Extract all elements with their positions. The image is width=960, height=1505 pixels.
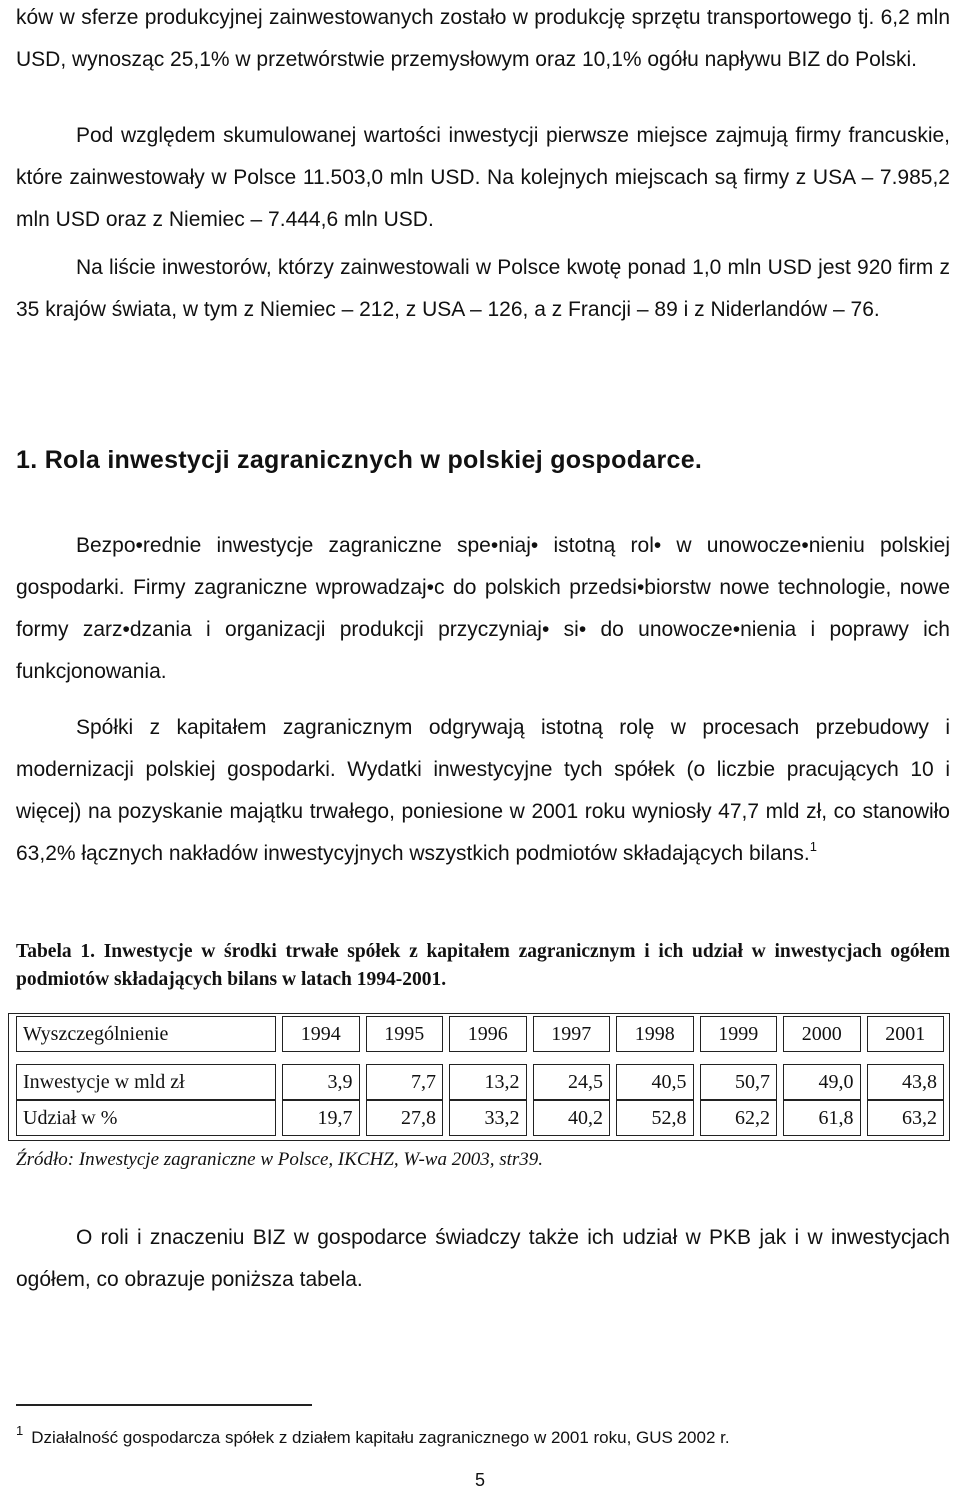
- table-header-cell: 1997: [533, 1016, 611, 1052]
- table-cell: 7,7: [366, 1064, 444, 1100]
- table-cell: 52,8: [616, 1100, 694, 1136]
- paragraph-text: O roli i znaczeniu BIZ w gospodarce świadczy także ich udział w PKB jak i w inwestycjach ogółem, co obrazuje poniższa tabela.: [16, 1226, 950, 1291]
- table-header-cell: 1994: [282, 1016, 360, 1052]
- paragraph-text: [16, 707, 950, 875]
- table-spacer: [16, 1052, 944, 1064]
- paragraph-text: Pod względem skumulowanej wartości inwestycji pierwsze miejsce zajmują firmy francuskie, które zainwestowały w Polsce 11.503,0 mln USD. Na kolejnych miejscach są firmy z USA – 7.985,2 mln USD oraz z Niemiec – 7.444,6 mln USD.: [16, 124, 950, 231]
- paragraph-investor-list: [16, 247, 950, 331]
- table-cell: 13,2: [449, 1064, 527, 1100]
- footnote-marker: 1: [16, 1423, 24, 1438]
- paragraph-text: Na liście inwestorów, którzy zainwestowali w Polsce kwotę ponad 1,0 mln USD jest 920 firm z 35 krajów świata, w tym z Niemiec – 212, z USA – 126, a z Francji – 89 i z Niderlandów – 76.: [16, 256, 950, 321]
- table-source: Źródło: Inwestycje zagraniczne w Polsce, IKCHZ, W-wa 2003, str39.: [16, 1149, 544, 1170]
- table-row: [16, 1064, 944, 1100]
- footnote-reference[interactable]: 1: [809, 839, 817, 854]
- paragraph-direct-investment-role: [16, 525, 950, 693]
- table-cell: Inwestycje w mld zł: [16, 1064, 276, 1100]
- paragraph-text: ków w sferze produkcyjnej zainwestowanych zostało w produkcję sprzętu transportowego tj. 6,2 mln USD, wynosząc 25,1% w przetwórstwie przemysłowym oraz 10,1% ogółu napływu BIZ do Polski.: [16, 6, 950, 71]
- table-cell: Udział w %: [16, 1100, 276, 1136]
- table-cell: 50,7: [700, 1064, 778, 1100]
- table-row: [16, 1100, 944, 1136]
- table-cell: 43,8: [867, 1064, 945, 1100]
- table-header-row: [16, 1016, 944, 1052]
- table-cell: 3,9: [282, 1064, 360, 1100]
- table-cell: 27,8: [366, 1100, 444, 1136]
- table-cell: 63,2: [867, 1100, 945, 1136]
- paragraph-text: Bezpo•rednie inwestycje zagraniczne spe•niaj• istotną rol• w unowocze•nieniu polskiej gospodarki. Firmy zagraniczne wprowadzaj•c do polskich przedsi•biorstw nowe technologie, nowe formy zarz•dzania i organizacji produkcji przyczyniaj• si• do unowocze•nienia i poprawy ich funkcjonowania.: [16, 534, 950, 683]
- footnote: [16, 1423, 950, 1451]
- table-cell: 24,5: [533, 1064, 611, 1100]
- footnote-divider: [16, 1404, 312, 1406]
- paragraph-cumulative-value: [16, 115, 950, 241]
- table-header-cell: 2000: [783, 1016, 861, 1052]
- table-header-cell: 1995: [366, 1016, 444, 1052]
- table-cell: 40,2: [533, 1100, 611, 1136]
- table-header-cell: 1998: [616, 1016, 694, 1052]
- table-cell: 19,7: [282, 1100, 360, 1136]
- table-cell: 49,0: [783, 1064, 861, 1100]
- table-header-cell: Wyszczególnienie: [16, 1016, 276, 1052]
- table-header-cell: 1999: [700, 1016, 778, 1052]
- paragraph-gdp-share: [16, 1217, 950, 1301]
- table-cell: 33,2: [449, 1100, 527, 1136]
- footnote-text: Działalność gospodarcza spółek z działem kapitału zagranicznego w 2001 roku, GUS 2002 r.: [31, 1428, 730, 1447]
- table-cell: 62,2: [700, 1100, 778, 1136]
- table-cell: 40,5: [616, 1064, 694, 1100]
- investment-table: [10, 1016, 950, 1136]
- paragraph-body: Spółki z kapitałem zagranicznym odgrywają istotną rolę w procesach przebudowy i modernizacji polskiej gospodarki. Wydatki inwestycyjne tych spółek (o liczbie pracujących 10 i więcej) na pozyskanie majątku trwałego, poniesione w 2001 roku wyniosły 47,7 mld zł, co stanowiło 63,2% łącznych nakładów inwestycyjnych wszystkich podmiotów składających bilans.: [16, 716, 950, 865]
- section-heading: 1. Rola inwestycji zagranicznych w polskiej gospodarce.: [16, 446, 703, 474]
- table-cell: 61,8: [783, 1100, 861, 1136]
- paragraph-foreign-capital-companies: [16, 707, 950, 875]
- table-caption: Tabela 1. Inwestycje w środki trwałe spółek z kapitałem zagranicznym i ich udział w inwestycjach ogółem podmiotów składających bilans w latach 1994-2001.: [16, 941, 950, 990]
- paragraph-transport-investment: [16, 0, 950, 81]
- table-header-cell: 1996: [449, 1016, 527, 1052]
- page-number: 5: [474, 1470, 485, 1490]
- table-header-cell: 2001: [867, 1016, 945, 1052]
